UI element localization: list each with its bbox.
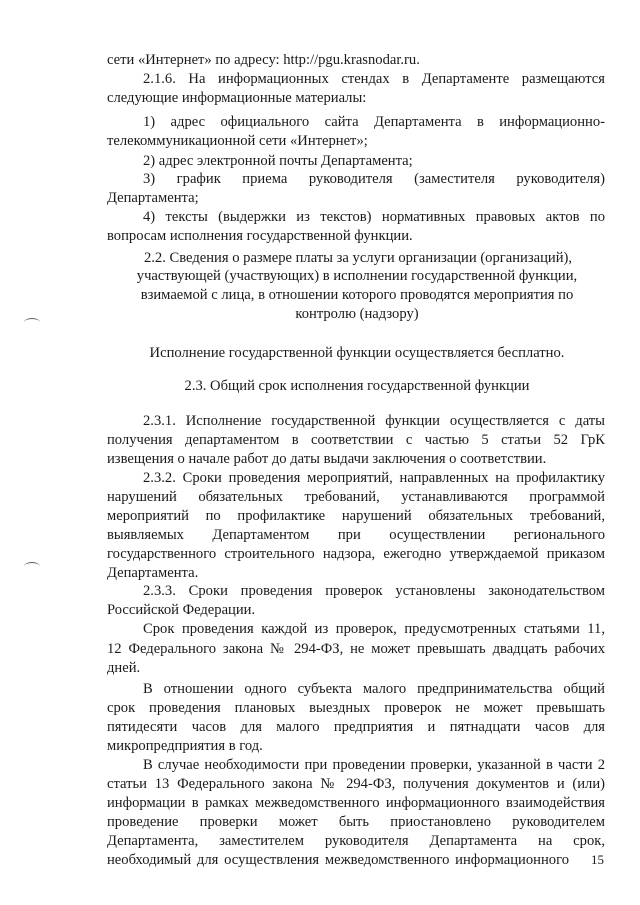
text-line: 2.1.6. На информационных стендах в Департаменте размещаются — [143, 71, 605, 87]
text-line: 2.3.3. Сроки проведения проверок установлены законодательством — [143, 583, 605, 599]
text-line: контролю (надзору) — [295, 306, 419, 322]
page-number: 15 — [591, 852, 604, 867]
text-line: взимаемой с лица, в отношении которого проводятся мероприятия по — [140, 287, 574, 303]
text-line: 2.3.2. Сроки проведения мероприятий, направленных на профилактику — [143, 470, 605, 486]
text-line: государственного строительного надзора, ежегодно утверждаемой приказом — [107, 546, 605, 562]
text-line: В отношении одного субъекта малого предпринимательства общий — [143, 681, 605, 697]
text-line: нарушений обязательных требований, устанавливаются программой — [107, 489, 605, 505]
text-line: микропредприятия в год. — [107, 738, 263, 754]
text-line: извещения о начале работ до даты выдачи заключения о соответствии. — [107, 451, 547, 467]
punch-hole-mark — [24, 318, 40, 327]
text-line: Срок проведения каждой из проверок, предусмотренных статьями 11, — [143, 621, 605, 637]
text-line: получения департаментом в соответствии с частью 5 статьи 52 ГрК — [107, 432, 605, 448]
text-line: участвующей (участвующих) в исполнении государственной функции, — [136, 268, 578, 284]
text-line: Департамента; — [107, 190, 199, 206]
text-line: проведение проверки может быть приостановлено руководителем — [107, 814, 605, 830]
text-line: 1) адрес официального сайта Департамента в информационно- — [143, 114, 605, 130]
text-line: Исполнение государственной функции осуществляется бесплатно. — [149, 345, 565, 361]
text-line: 2.3. Общий срок исполнения государственной функции — [184, 378, 530, 394]
punch-hole-mark — [24, 562, 40, 571]
text-line: выявляемых Департаментом при осуществлении регионального — [107, 527, 605, 543]
text-line: 2.2. Сведения о размере платы за услуги организации (организаций), — [143, 250, 573, 266]
text-line: следующие информационные материалы: — [107, 90, 367, 106]
text-line: необходимый для осуществления межведомственного информационного — [107, 852, 569, 868]
text-line: мероприятий по профилактике нарушений обязательных требований, — [107, 508, 605, 524]
text-line: дней. — [107, 660, 141, 676]
text-line: телекоммуникационной сети «Интернет»; — [107, 133, 368, 149]
text-line: Департамента. — [107, 565, 199, 581]
text-line: Российской Федерации. — [107, 602, 256, 618]
text-line: В случае необходимости при проведении проверки, указанной в части 2 — [143, 757, 605, 773]
text-line: вопросам исполнения государственной функции. — [107, 228, 413, 244]
text-line: информации в рамках межведомственного информационного взаимодействия — [107, 795, 605, 811]
text-line: 4) тексты (выдержки из текстов) нормативных правовых актов по — [143, 209, 605, 225]
text-line: Департамента, заместителем руководителя Департамента на срок, — [107, 833, 605, 849]
text-line: 2.3.1. Исполнение государственной функции осуществляется с даты — [143, 413, 605, 429]
text-line: статьи 13 Федерального закона № 294-ФЗ, получения документов и (или) — [107, 776, 605, 792]
text-line: 3) график приема руководителя (заместителя руководителя) — [143, 171, 605, 187]
text-line: сети «Интернет» по адресу: http://pgu.krasnodar.ru. — [107, 52, 420, 68]
text-line: пятидесяти часов для малого предприятия и пятнадцати часов для — [107, 719, 605, 735]
text-line: 2) адрес электронной почты Департамента; — [143, 153, 413, 169]
text-line: срок проведения плановых выездных проверок не может превышать — [107, 700, 605, 716]
text-line: 12 Федерального закона № 294-ФЗ, не может превышать двадцать рабочих — [107, 641, 605, 657]
